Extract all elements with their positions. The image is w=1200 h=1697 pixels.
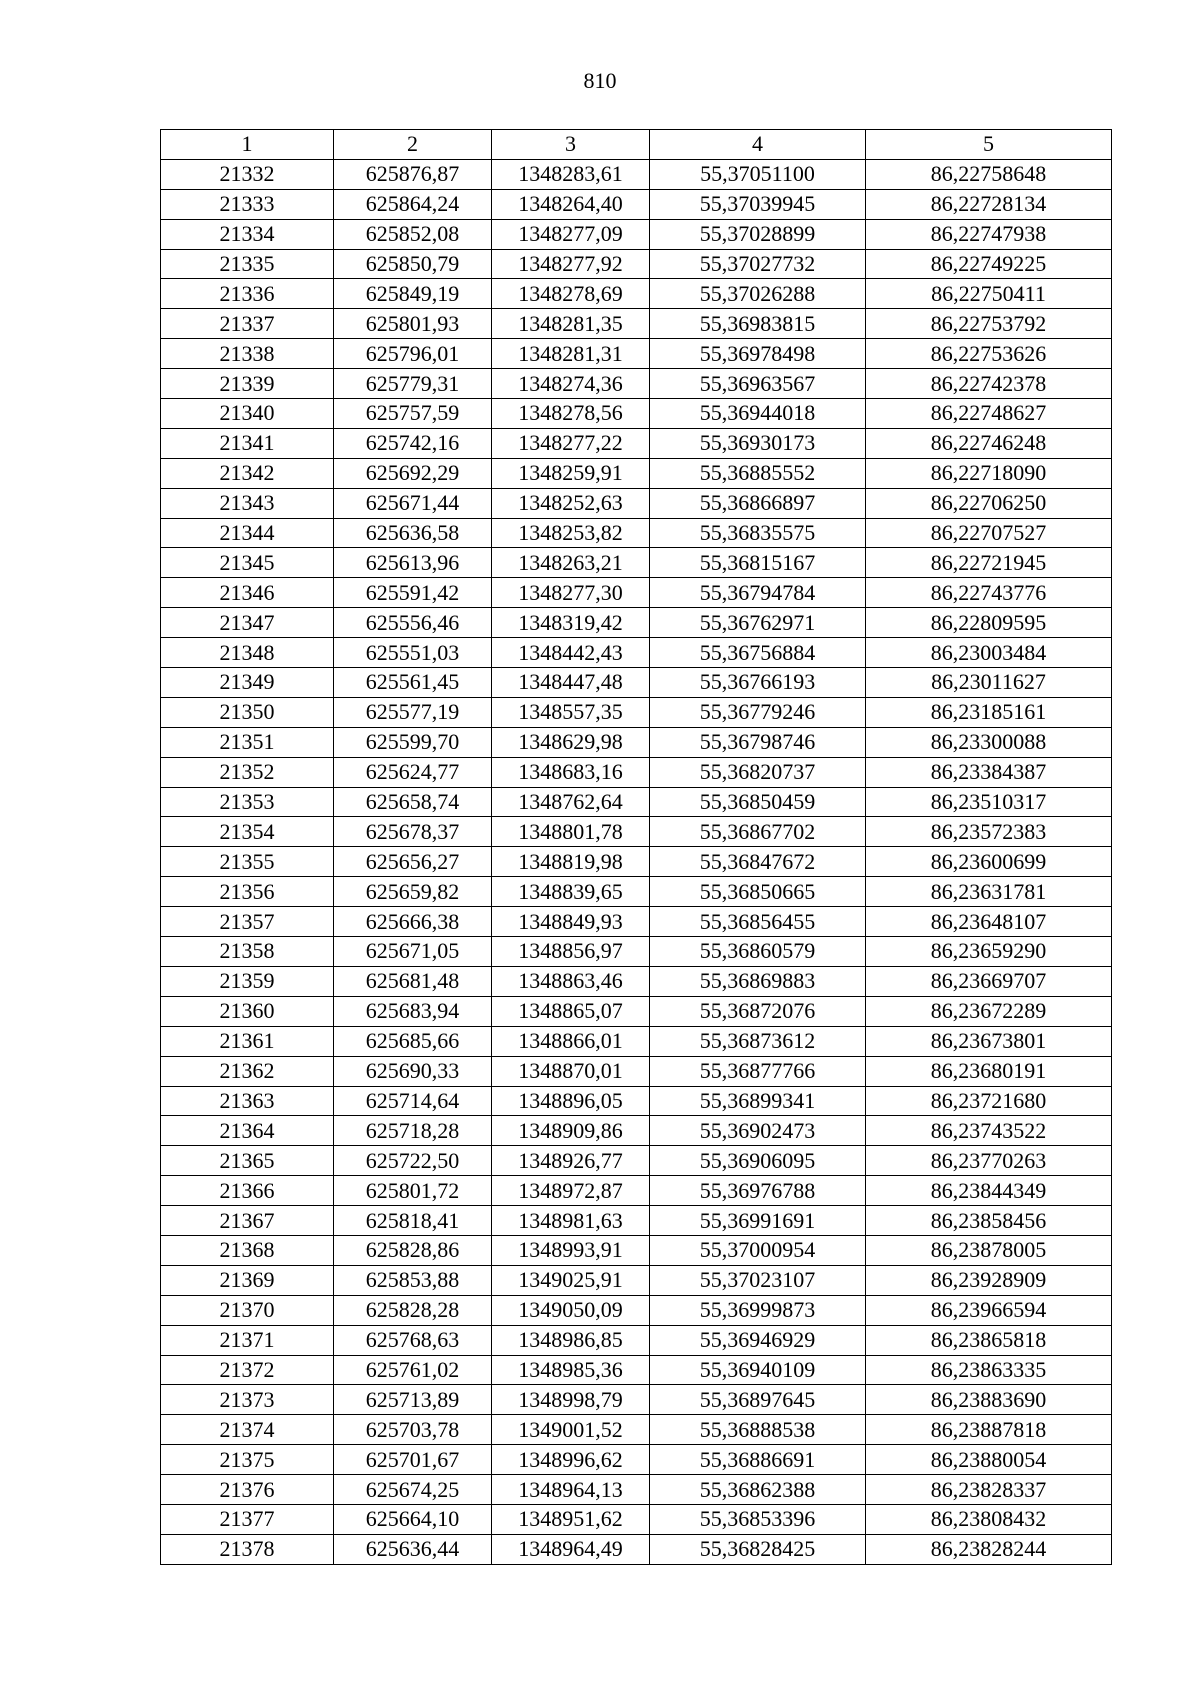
table-cell: 86,23887818: [866, 1415, 1112, 1445]
table-cell: 1348870,01: [492, 1056, 650, 1086]
table-cell: 21340: [161, 399, 334, 429]
table-cell: 55,36930173: [650, 428, 866, 458]
table-cell: 21354: [161, 817, 334, 847]
table-cell: 86,23659290: [866, 937, 1112, 967]
column-header: 1: [161, 130, 334, 160]
header-row: [161, 130, 1112, 160]
table-row: [161, 877, 1112, 907]
table-cell: 55,36779246: [650, 697, 866, 727]
table-cell: 21356: [161, 877, 334, 907]
table-cell: 55,36847672: [650, 847, 866, 877]
table-cell: 21361: [161, 1026, 334, 1056]
table-cell: 86,22750411: [866, 279, 1112, 309]
table-cell: 625703,78: [334, 1415, 492, 1445]
table-cell: 625864,24: [334, 189, 492, 219]
table-cell: 21346: [161, 578, 334, 608]
table-cell: 21333: [161, 189, 334, 219]
table-cell: 21332: [161, 159, 334, 189]
table-cell: 1348264,40: [492, 189, 650, 219]
table-row: [161, 1295, 1112, 1325]
table-cell: 21366: [161, 1176, 334, 1206]
table-cell: 86,23880054: [866, 1445, 1112, 1475]
table-cell: 55,36820737: [650, 757, 866, 787]
table-cell: 1348281,35: [492, 309, 650, 339]
table-cell: 55,36991691: [650, 1206, 866, 1236]
table-row: [161, 996, 1112, 1026]
table-cell: 86,23928909: [866, 1265, 1112, 1295]
table-cell: 55,36835575: [650, 518, 866, 548]
table-cell: 1349025,91: [492, 1265, 650, 1295]
table-cell: 1348856,97: [492, 937, 650, 967]
table-cell: 21338: [161, 339, 334, 369]
table-cell: 625624,77: [334, 757, 492, 787]
table-cell: 86,22742378: [866, 369, 1112, 399]
table-row: [161, 399, 1112, 429]
table-row: [161, 1176, 1112, 1206]
table-cell: 625591,42: [334, 578, 492, 608]
table-cell: 625796,01: [334, 339, 492, 369]
table-body: [161, 159, 1112, 1564]
table-cell: 55,36999873: [650, 1295, 866, 1325]
table-cell: 21357: [161, 907, 334, 937]
column-header: 5: [866, 130, 1112, 160]
table-cell: 55,36902473: [650, 1116, 866, 1146]
table-cell: 1348926,77: [492, 1146, 650, 1176]
table-cell: 86,23858456: [866, 1206, 1112, 1236]
table-cell: 21353: [161, 787, 334, 817]
table-cell: 55,36976788: [650, 1176, 866, 1206]
table-cell: 21347: [161, 608, 334, 638]
table-cell: 625678,37: [334, 817, 492, 847]
table-row: [161, 907, 1112, 937]
table-row: [161, 727, 1112, 757]
table-cell: 625561,45: [334, 668, 492, 698]
table-row: [161, 1086, 1112, 1116]
table-cell: 1348683,16: [492, 757, 650, 787]
table-cell: 625718,28: [334, 1116, 492, 1146]
table-cell: 86,22706250: [866, 488, 1112, 518]
table-cell: 625636,58: [334, 518, 492, 548]
table-row: [161, 548, 1112, 578]
table-cell: 625876,87: [334, 159, 492, 189]
table-cell: 625658,74: [334, 787, 492, 817]
table-cell: 1348849,93: [492, 907, 650, 937]
table-cell: 86,22809595: [866, 608, 1112, 638]
table-row: [161, 638, 1112, 668]
table-cell: 55,36850459: [650, 787, 866, 817]
table-cell: 625757,59: [334, 399, 492, 429]
table-cell: 1348909,86: [492, 1116, 650, 1146]
table-cell: 86,23631781: [866, 877, 1112, 907]
table-cell: 86,22753626: [866, 339, 1112, 369]
table-row: [161, 1056, 1112, 1086]
table-cell: 55,36983815: [650, 309, 866, 339]
table-cell: 55,37023107: [650, 1265, 866, 1295]
table-cell: 86,23863335: [866, 1355, 1112, 1385]
table-row: [161, 1146, 1112, 1176]
table-cell: 86,23011627: [866, 668, 1112, 698]
table-cell: 625692,29: [334, 458, 492, 488]
table-cell: 625656,27: [334, 847, 492, 877]
table-cell: 55,36798746: [650, 727, 866, 757]
table-cell: 1348259,91: [492, 458, 650, 488]
table-cell: 86,23003484: [866, 638, 1112, 668]
table-row: [161, 159, 1112, 189]
table-row: [161, 1026, 1112, 1056]
table-cell: 55,37039945: [650, 189, 866, 219]
table-cell: 55,36940109: [650, 1355, 866, 1385]
table-cell: 55,37000954: [650, 1235, 866, 1265]
table-row: [161, 1534, 1112, 1564]
table-row: [161, 518, 1112, 548]
table-cell: 1348993,91: [492, 1235, 650, 1265]
table-row: [161, 309, 1112, 339]
table-cell: 1348278,56: [492, 399, 650, 429]
table-cell: 625701,67: [334, 1445, 492, 1475]
table-cell: 1348998,79: [492, 1385, 650, 1415]
table-row: [161, 787, 1112, 817]
table-cell: 55,37051100: [650, 159, 866, 189]
table-cell: 21370: [161, 1295, 334, 1325]
table-cell: 1348629,98: [492, 727, 650, 757]
table-cell: 625713,89: [334, 1385, 492, 1415]
table-header: [161, 130, 1112, 160]
table-cell: 625613,96: [334, 548, 492, 578]
table-cell: 86,23510317: [866, 787, 1112, 817]
table-row: [161, 847, 1112, 877]
table-cell: 625671,05: [334, 937, 492, 967]
table-cell: 625852,08: [334, 219, 492, 249]
table-row: [161, 1206, 1112, 1236]
table-cell: 1348447,48: [492, 668, 650, 698]
table-cell: 55,36877766: [650, 1056, 866, 1086]
table-cell: 86,22753792: [866, 309, 1112, 339]
table-row: [161, 1355, 1112, 1385]
table-cell: 1349001,52: [492, 1415, 650, 1445]
table-cell: 21345: [161, 548, 334, 578]
table-cell: 21373: [161, 1385, 334, 1415]
table-row: [161, 279, 1112, 309]
table-cell: 21351: [161, 727, 334, 757]
table-cell: 55,36873612: [650, 1026, 866, 1056]
table-cell: 625761,02: [334, 1355, 492, 1385]
table-cell: 55,36850665: [650, 877, 866, 907]
table-cell: 86,22707527: [866, 518, 1112, 548]
table-cell: 55,36885552: [650, 458, 866, 488]
table-cell: 625666,38: [334, 907, 492, 937]
table-cell: 625636,44: [334, 1534, 492, 1564]
table-cell: 86,23600699: [866, 847, 1112, 877]
table-cell: 21341: [161, 428, 334, 458]
table-cell: 55,36866897: [650, 488, 866, 518]
table-cell: 86,23300088: [866, 727, 1112, 757]
table-cell: 21349: [161, 668, 334, 698]
column-header: 3: [492, 130, 650, 160]
table-row: [161, 219, 1112, 249]
table-row: [161, 428, 1112, 458]
table-cell: 55,36899341: [650, 1086, 866, 1116]
table-row: [161, 1504, 1112, 1534]
table-cell: 21376: [161, 1475, 334, 1505]
table-row: [161, 339, 1112, 369]
table-cell: 625849,19: [334, 279, 492, 309]
table-cell: 21336: [161, 279, 334, 309]
table-cell: 86,23743522: [866, 1116, 1112, 1146]
table-cell: 21344: [161, 518, 334, 548]
table-cell: 21367: [161, 1206, 334, 1236]
table-cell: 86,23883690: [866, 1385, 1112, 1415]
table-cell: 1348278,69: [492, 279, 650, 309]
table-cell: 1348981,63: [492, 1206, 650, 1236]
table-cell: 1348964,13: [492, 1475, 650, 1505]
table-cell: 1348801,78: [492, 817, 650, 847]
table-cell: 625853,88: [334, 1265, 492, 1295]
table-cell: 625768,63: [334, 1325, 492, 1355]
table-cell: 21369: [161, 1265, 334, 1295]
table-cell: 1348442,43: [492, 638, 650, 668]
table-cell: 55,36867702: [650, 817, 866, 847]
table-row: [161, 937, 1112, 967]
table-cell: 86,23828337: [866, 1475, 1112, 1505]
table-cell: 1348951,62: [492, 1504, 650, 1534]
table-cell: 1348964,49: [492, 1534, 650, 1564]
table-row: [161, 1265, 1112, 1295]
table-row: [161, 249, 1112, 279]
table-cell: 1348319,42: [492, 608, 650, 638]
table-cell: 86,22749225: [866, 249, 1112, 279]
table-cell: 86,23721680: [866, 1086, 1112, 1116]
table-cell: 1348839,65: [492, 877, 650, 907]
table-cell: 21362: [161, 1056, 334, 1086]
table-cell: 625674,25: [334, 1475, 492, 1505]
table-cell: 1349050,09: [492, 1295, 650, 1325]
table-cell: 625742,16: [334, 428, 492, 458]
table-cell: 86,22758648: [866, 159, 1112, 189]
table-row: [161, 1445, 1112, 1475]
table-row: [161, 697, 1112, 727]
table-cell: 1348281,31: [492, 339, 650, 369]
table-cell: 86,23185161: [866, 697, 1112, 727]
table-cell: 21343: [161, 488, 334, 518]
table-cell: 21337: [161, 309, 334, 339]
table-row: [161, 578, 1112, 608]
table-cell: 625599,70: [334, 727, 492, 757]
table-row: [161, 1235, 1112, 1265]
table-cell: 625722,50: [334, 1146, 492, 1176]
table-row: [161, 369, 1112, 399]
table-cell: 1348865,07: [492, 996, 650, 1026]
table-cell: 21355: [161, 847, 334, 877]
column-header: 4: [650, 130, 866, 160]
table-cell: 21368: [161, 1235, 334, 1265]
table-row: [161, 1385, 1112, 1415]
table-cell: 55,37028899: [650, 219, 866, 249]
table-cell: 55,36794784: [650, 578, 866, 608]
table-cell: 1348283,61: [492, 159, 650, 189]
table-cell: 86,23966594: [866, 1295, 1112, 1325]
table-cell: 55,36853396: [650, 1504, 866, 1534]
table-cell: 21350: [161, 697, 334, 727]
table-cell: 86,23680191: [866, 1056, 1112, 1086]
table-cell: 86,23770263: [866, 1146, 1112, 1176]
table-cell: 86,23672289: [866, 996, 1112, 1026]
table-cell: 21371: [161, 1325, 334, 1355]
table-row: [161, 608, 1112, 638]
table-cell: 55,36815167: [650, 548, 866, 578]
table-cell: 55,36963567: [650, 369, 866, 399]
table-cell: 86,23808432: [866, 1504, 1112, 1534]
table-cell: 86,23648107: [866, 907, 1112, 937]
table-cell: 55,36897645: [650, 1385, 866, 1415]
table-cell: 21378: [161, 1534, 334, 1564]
table-cell: 55,36828425: [650, 1534, 866, 1564]
table-cell: 55,36762971: [650, 608, 866, 638]
table-cell: 55,36888538: [650, 1415, 866, 1445]
table-cell: 1348277,30: [492, 578, 650, 608]
table-cell: 86,22743776: [866, 578, 1112, 608]
table-cell: 55,37027732: [650, 249, 866, 279]
table-cell: 21375: [161, 1445, 334, 1475]
table-cell: 21342: [161, 458, 334, 488]
table-cell: 21365: [161, 1146, 334, 1176]
table-cell: 86,22747938: [866, 219, 1112, 249]
table-cell: 86,23828244: [866, 1534, 1112, 1564]
table-cell: 86,22728134: [866, 189, 1112, 219]
table-cell: 1348996,62: [492, 1445, 650, 1475]
table-cell: 21363: [161, 1086, 334, 1116]
table-cell: 625850,79: [334, 249, 492, 279]
table-cell: 1348972,87: [492, 1176, 650, 1206]
table-cell: 21372: [161, 1355, 334, 1385]
table-cell: 86,23844349: [866, 1176, 1112, 1206]
table-cell: 55,36946929: [650, 1325, 866, 1355]
table-cell: 55,36756884: [650, 638, 866, 668]
table-cell: 55,36872076: [650, 996, 866, 1026]
table-row: [161, 757, 1112, 787]
table-cell: 625659,82: [334, 877, 492, 907]
table-cell: 86,22718090: [866, 458, 1112, 488]
table-cell: 21377: [161, 1504, 334, 1534]
table-cell: 625714,64: [334, 1086, 492, 1116]
table-cell: 625801,72: [334, 1176, 492, 1206]
table-cell: 21360: [161, 996, 334, 1026]
table-cell: 55,36978498: [650, 339, 866, 369]
table-row: [161, 817, 1112, 847]
table-cell: 1348819,98: [492, 847, 650, 877]
table-cell: 1348277,09: [492, 219, 650, 249]
table-cell: 625671,44: [334, 488, 492, 518]
table-cell: 21352: [161, 757, 334, 787]
table-cell: 86,23384387: [866, 757, 1112, 787]
column-header: 2: [334, 130, 492, 160]
page-number: 810: [583, 68, 617, 93]
table-cell: 21335: [161, 249, 334, 279]
table-cell: 86,23865818: [866, 1325, 1112, 1355]
table-cell: 625683,94: [334, 996, 492, 1026]
table-cell: 21348: [161, 638, 334, 668]
table-cell: 86,22748627: [866, 399, 1112, 429]
table-cell: 1348252,63: [492, 488, 650, 518]
table-cell: 86,23669707: [866, 966, 1112, 996]
table-cell: 55,36906095: [650, 1146, 866, 1176]
table-cell: 21374: [161, 1415, 334, 1445]
table-row: [161, 668, 1112, 698]
table-cell: 55,36869883: [650, 966, 866, 996]
coordinates-table: [160, 129, 1112, 1565]
table-row: [161, 1475, 1112, 1505]
table-cell: 1348277,22: [492, 428, 650, 458]
table-cell: 21359: [161, 966, 334, 996]
table-cell: 625779,31: [334, 369, 492, 399]
table-cell: 625828,28: [334, 1295, 492, 1325]
table-cell: 86,22746248: [866, 428, 1112, 458]
table-row: [161, 966, 1112, 996]
table-cell: 21339: [161, 369, 334, 399]
table-cell: 55,36944018: [650, 399, 866, 429]
table-cell: 1348277,92: [492, 249, 650, 279]
table-row: [161, 189, 1112, 219]
table-cell: 55,36766193: [650, 668, 866, 698]
table-cell: 625556,46: [334, 608, 492, 638]
table-cell: 1348762,64: [492, 787, 650, 817]
table-row: [161, 1415, 1112, 1445]
table-cell: 55,37026288: [650, 279, 866, 309]
table-cell: 625551,03: [334, 638, 492, 668]
table-cell: 1348253,82: [492, 518, 650, 548]
table-cell: 1348263,21: [492, 548, 650, 578]
table-cell: 625681,48: [334, 966, 492, 996]
table-row: [161, 1325, 1112, 1355]
table-cell: 625801,93: [334, 309, 492, 339]
table-cell: 86,23878005: [866, 1235, 1112, 1265]
table-cell: 1348985,36: [492, 1355, 650, 1385]
table-cell: 86,23572383: [866, 817, 1112, 847]
table-cell: 86,23673801: [866, 1026, 1112, 1056]
table-cell: 625577,19: [334, 697, 492, 727]
table-cell: 21334: [161, 219, 334, 249]
table-cell: 1348557,35: [492, 697, 650, 727]
table-cell: 1348986,85: [492, 1325, 650, 1355]
table-row: [161, 488, 1112, 518]
table-cell: 86,22721945: [866, 548, 1112, 578]
table-cell: 1348866,01: [492, 1026, 650, 1056]
table-cell: 625685,66: [334, 1026, 492, 1056]
table-row: [161, 1116, 1112, 1146]
table-cell: 55,36856455: [650, 907, 866, 937]
table-cell: 21364: [161, 1116, 334, 1146]
table-cell: 625690,33: [334, 1056, 492, 1086]
table-row: [161, 458, 1112, 488]
table-cell: 1348274,36: [492, 369, 650, 399]
table-cell: 1348863,46: [492, 966, 650, 996]
table-cell: 55,36886691: [650, 1445, 866, 1475]
table-cell: 1348896,05: [492, 1086, 650, 1116]
table-cell: 21358: [161, 937, 334, 967]
table-cell: 55,36860579: [650, 937, 866, 967]
table-cell: 55,36862388: [650, 1475, 866, 1505]
table-cell: 625664,10: [334, 1504, 492, 1534]
table-cell: 625828,86: [334, 1235, 492, 1265]
table-cell: 625818,41: [334, 1206, 492, 1236]
